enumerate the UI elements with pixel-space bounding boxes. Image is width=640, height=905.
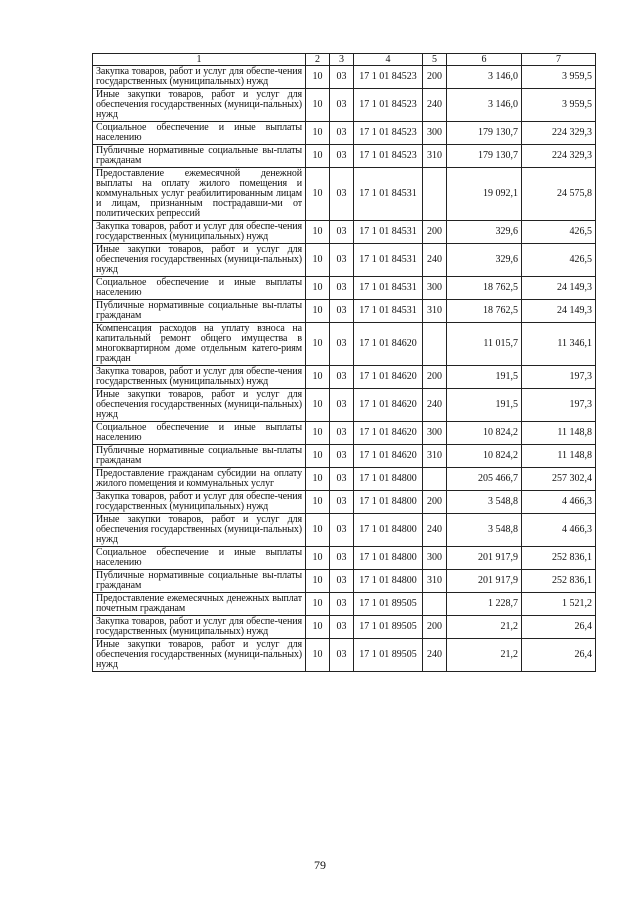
amount-1-cell: 191,5 (447, 366, 522, 389)
table-body (93, 66, 596, 672)
amount-2-cell: 224 329,3 (522, 145, 596, 168)
target-code-cell: 17 1 01 84620 (354, 323, 423, 366)
subsection-cell: 03 (330, 639, 354, 672)
target-code-cell: 17 1 01 84531 (354, 244, 423, 277)
section-cell: 10 (306, 145, 330, 168)
amount-1-cell: 19 092,1 (447, 168, 522, 221)
section-cell: 10 (306, 445, 330, 468)
amount-1-cell: 329,6 (447, 221, 522, 244)
amount-1-cell: 179 130,7 (447, 122, 522, 145)
expense-type-cell: 200 (423, 616, 447, 639)
expense-type-cell (423, 593, 447, 616)
row-name-cell: Закупка товаров, работ и услуг для обеспе-чения государственных (муниципальных) нужд (93, 366, 306, 389)
expense-type-cell: 300 (423, 422, 447, 445)
row-name-cell: Публичные нормативные социальные вы-платы гражданам (93, 300, 306, 323)
subsection-cell: 03 (330, 547, 354, 570)
expense-type-cell: 240 (423, 244, 447, 277)
row-name-cell: Иные закупки товаров, работ и услуг для обеспечения государственных (муници-пальных) нужд (93, 514, 306, 547)
target-code-cell: 17 1 01 84800 (354, 547, 423, 570)
target-code-cell: 17 1 01 84523 (354, 122, 423, 145)
amount-2-cell: 252 836,1 (522, 547, 596, 570)
section-cell: 10 (306, 244, 330, 277)
amount-1-cell: 3 548,8 (447, 514, 522, 547)
section-cell: 10 (306, 422, 330, 445)
table-row (93, 547, 596, 570)
subsection-cell: 03 (330, 323, 354, 366)
amount-1-cell: 205 466,7 (447, 468, 522, 491)
subsection-cell: 03 (330, 244, 354, 277)
subsection-cell: 03 (330, 491, 354, 514)
amount-2-cell: 3 959,5 (522, 66, 596, 89)
subsection-cell: 03 (330, 422, 354, 445)
amount-2-cell: 224 329,3 (522, 122, 596, 145)
expense-type-cell: 300 (423, 122, 447, 145)
amount-2-cell: 24 149,3 (522, 277, 596, 300)
table-row (93, 389, 596, 422)
amount-2-cell: 11 148,8 (522, 422, 596, 445)
table-row (93, 468, 596, 491)
section-cell: 10 (306, 277, 330, 300)
section-cell: 10 (306, 547, 330, 570)
section-cell: 10 (306, 570, 330, 593)
amount-1-cell: 201 917,9 (447, 547, 522, 570)
table-row (93, 366, 596, 389)
target-code-cell: 17 1 01 84620 (354, 366, 423, 389)
row-name-cell: Социальное обеспечение и иные выплаты населению (93, 277, 306, 300)
row-name-cell: Социальное обеспечение и иные выплаты населению (93, 547, 306, 570)
row-name-cell: Закупка товаров, работ и услуг для обеспе-чения государственных (муниципальных) нужд (93, 491, 306, 514)
row-name-cell: Предоставление гражданам субсидии на оплату жилого помещения и коммунальных услуг (93, 468, 306, 491)
row-name-cell: Иные закупки товаров, работ и услуг для обеспечения государственных (муници-пальных) нужд (93, 89, 306, 122)
amount-1-cell: 179 130,7 (447, 145, 522, 168)
subsection-cell: 03 (330, 277, 354, 300)
expense-type-cell (423, 323, 447, 366)
section-cell: 10 (306, 514, 330, 547)
table-row (93, 514, 596, 547)
target-code-cell: 17 1 01 89505 (354, 639, 423, 672)
section-cell: 10 (306, 366, 330, 389)
expense-type-cell: 200 (423, 66, 447, 89)
table-row (93, 639, 596, 672)
row-name-cell: Компенсация расходов на уплату взноса на капитальный ремонт общего имущества в многоквартирном доме отдельным катего-риям граждан (93, 323, 306, 366)
row-name-cell: Закупка товаров, работ и услуг для обеспе-чения государственных (муниципальных) нужд (93, 66, 306, 89)
budget-table (92, 53, 596, 672)
subsection-cell: 03 (330, 445, 354, 468)
table-row (93, 221, 596, 244)
table-row (93, 277, 596, 300)
amount-2-cell: 197,3 (522, 389, 596, 422)
expense-type-cell: 310 (423, 445, 447, 468)
row-name-cell: Социальное обеспечение и иные выплаты населению (93, 422, 306, 445)
row-name-cell: Социальное обеспечение и иные выплаты населению (93, 122, 306, 145)
table-header-row (93, 54, 596, 66)
amount-2-cell: 197,3 (522, 366, 596, 389)
target-code-cell: 17 1 01 84800 (354, 491, 423, 514)
table-row (93, 593, 596, 616)
table-row (93, 145, 596, 168)
expense-type-cell (423, 468, 447, 491)
table-row (93, 89, 596, 122)
subsection-cell: 03 (330, 514, 354, 547)
amount-2-cell: 26,4 (522, 639, 596, 672)
table-row (93, 300, 596, 323)
subsection-cell: 03 (330, 300, 354, 323)
target-code-cell: 17 1 01 84531 (354, 221, 423, 244)
expense-type-cell: 310 (423, 570, 447, 593)
amount-1-cell: 21,2 (447, 639, 522, 672)
section-cell: 10 (306, 89, 330, 122)
subsection-cell: 03 (330, 570, 354, 593)
row-name-cell: Публичные нормативные социальные вы-платы гражданам (93, 570, 306, 593)
section-cell: 10 (306, 593, 330, 616)
column-header-name: 1 (93, 54, 306, 66)
table-row (93, 570, 596, 593)
amount-2-cell: 24 149,3 (522, 300, 596, 323)
target-code-cell: 17 1 01 84531 (354, 168, 423, 221)
table-row (93, 616, 596, 639)
amount-1-cell: 201 917,9 (447, 570, 522, 593)
subsection-cell: 03 (330, 389, 354, 422)
expense-type-cell: 310 (423, 300, 447, 323)
table-row (93, 168, 596, 221)
subsection-cell: 03 (330, 616, 354, 639)
section-cell: 10 (306, 122, 330, 145)
subsection-cell: 03 (330, 122, 354, 145)
target-code-cell: 17 1 01 89505 (354, 616, 423, 639)
target-code-cell: 17 1 01 84620 (354, 422, 423, 445)
target-code-cell: 17 1 01 84531 (354, 300, 423, 323)
section-cell: 10 (306, 491, 330, 514)
row-name-cell: Иные закупки товаров, работ и услуг для обеспечения государственных (муници-пальных) нужд (93, 244, 306, 277)
table-row (93, 66, 596, 89)
target-code-cell: 17 1 01 84800 (354, 468, 423, 491)
amount-1-cell: 3 146,0 (447, 66, 522, 89)
amount-2-cell: 4 466,3 (522, 514, 596, 547)
section-cell: 10 (306, 616, 330, 639)
row-name-cell: Закупка товаров, работ и услуг для обеспе-чения государственных (муниципальных) нужд (93, 616, 306, 639)
expense-type-cell: 240 (423, 514, 447, 547)
expense-type-cell: 310 (423, 145, 447, 168)
amount-2-cell: 252 836,1 (522, 570, 596, 593)
amount-2-cell: 24 575,8 (522, 168, 596, 221)
row-name-cell: Публичные нормативные социальные вы-платы гражданам (93, 145, 306, 168)
subsection-cell: 03 (330, 145, 354, 168)
amount-2-cell: 26,4 (522, 616, 596, 639)
expense-type-cell: 200 (423, 491, 447, 514)
target-code-cell: 17 1 01 84800 (354, 570, 423, 593)
section-cell: 10 (306, 66, 330, 89)
amount-1-cell: 11 015,7 (447, 323, 522, 366)
amount-1-cell: 21,2 (447, 616, 522, 639)
amount-1-cell: 18 762,5 (447, 300, 522, 323)
amount-1-cell: 10 824,2 (447, 445, 522, 468)
amount-2-cell: 257 302,4 (522, 468, 596, 491)
table-row (93, 422, 596, 445)
section-cell: 10 (306, 389, 330, 422)
amount-2-cell: 1 521,2 (522, 593, 596, 616)
column-header-amount-1: 6 (447, 54, 522, 66)
amount-1-cell: 329,6 (447, 244, 522, 277)
section-cell: 10 (306, 323, 330, 366)
subsection-cell: 03 (330, 221, 354, 244)
target-code-cell: 17 1 01 84531 (354, 277, 423, 300)
row-name-cell: Закупка товаров, работ и услуг для обеспе-чения государственных (муниципальных) нужд (93, 221, 306, 244)
column-header-subsection: 3 (330, 54, 354, 66)
target-code-cell: 17 1 01 84523 (354, 89, 423, 122)
expense-type-cell: 240 (423, 389, 447, 422)
row-name-cell: Предоставление ежемесячных денежных выплат почетным гражданам (93, 593, 306, 616)
target-code-cell: 17 1 01 84523 (354, 145, 423, 168)
target-code-cell: 17 1 01 84620 (354, 389, 423, 422)
row-name-cell: Иные закупки товаров, работ и услуг для обеспечения государственных (муници-пальных) нужд (93, 639, 306, 672)
amount-1-cell: 191,5 (447, 389, 522, 422)
amount-1-cell: 3 548,8 (447, 491, 522, 514)
target-code-cell: 17 1 01 84523 (354, 66, 423, 89)
page-number: 79 (314, 858, 326, 872)
subsection-cell: 03 (330, 168, 354, 221)
table-row (93, 244, 596, 277)
table-row (93, 445, 596, 468)
expense-type-cell: 200 (423, 221, 447, 244)
expense-type-cell: 240 (423, 639, 447, 672)
subsection-cell: 03 (330, 593, 354, 616)
section-cell: 10 (306, 168, 330, 221)
amount-1-cell: 18 762,5 (447, 277, 522, 300)
section-cell: 10 (306, 639, 330, 672)
section-cell: 10 (306, 468, 330, 491)
amount-2-cell: 426,5 (522, 244, 596, 277)
amount-1-cell: 10 824,2 (447, 422, 522, 445)
table-row (93, 491, 596, 514)
row-name-cell: Публичные нормативные социальные вы-платы гражданам (93, 445, 306, 468)
amount-2-cell: 11 148,8 (522, 445, 596, 468)
row-name-cell: Предоставление ежемесячной денежной выплаты на оплату жилого помещения и коммунальных услуг реабилитированным лицам и лицам, признанным пострадавши-ми от политических репрессий (93, 168, 306, 221)
subsection-cell: 03 (330, 66, 354, 89)
amount-1-cell: 1 228,7 (447, 593, 522, 616)
row-name-cell: Иные закупки товаров, работ и услуг для обеспечения государственных (муници-пальных) нужд (93, 389, 306, 422)
target-code-cell: 17 1 01 84620 (354, 445, 423, 468)
target-code-cell: 17 1 01 84800 (354, 514, 423, 547)
column-header-expense-type: 5 (423, 54, 447, 66)
expense-type-cell (423, 168, 447, 221)
table-row (93, 122, 596, 145)
section-cell: 10 (306, 300, 330, 323)
subsection-cell: 03 (330, 468, 354, 491)
expense-type-cell: 240 (423, 89, 447, 122)
table-row (93, 323, 596, 366)
column-header-target-code: 4 (354, 54, 423, 66)
column-header-amount-2: 7 (522, 54, 596, 66)
amount-2-cell: 426,5 (522, 221, 596, 244)
section-cell: 10 (306, 221, 330, 244)
subsection-cell: 03 (330, 89, 354, 122)
expense-type-cell: 200 (423, 366, 447, 389)
amount-2-cell: 4 466,3 (522, 491, 596, 514)
amount-2-cell: 3 959,5 (522, 89, 596, 122)
amount-2-cell: 11 346,1 (522, 323, 596, 366)
expense-type-cell: 300 (423, 547, 447, 570)
subsection-cell: 03 (330, 366, 354, 389)
expense-type-cell: 300 (423, 277, 447, 300)
target-code-cell: 17 1 01 89505 (354, 593, 423, 616)
amount-1-cell: 3 146,0 (447, 89, 522, 122)
column-header-section: 2 (306, 54, 330, 66)
